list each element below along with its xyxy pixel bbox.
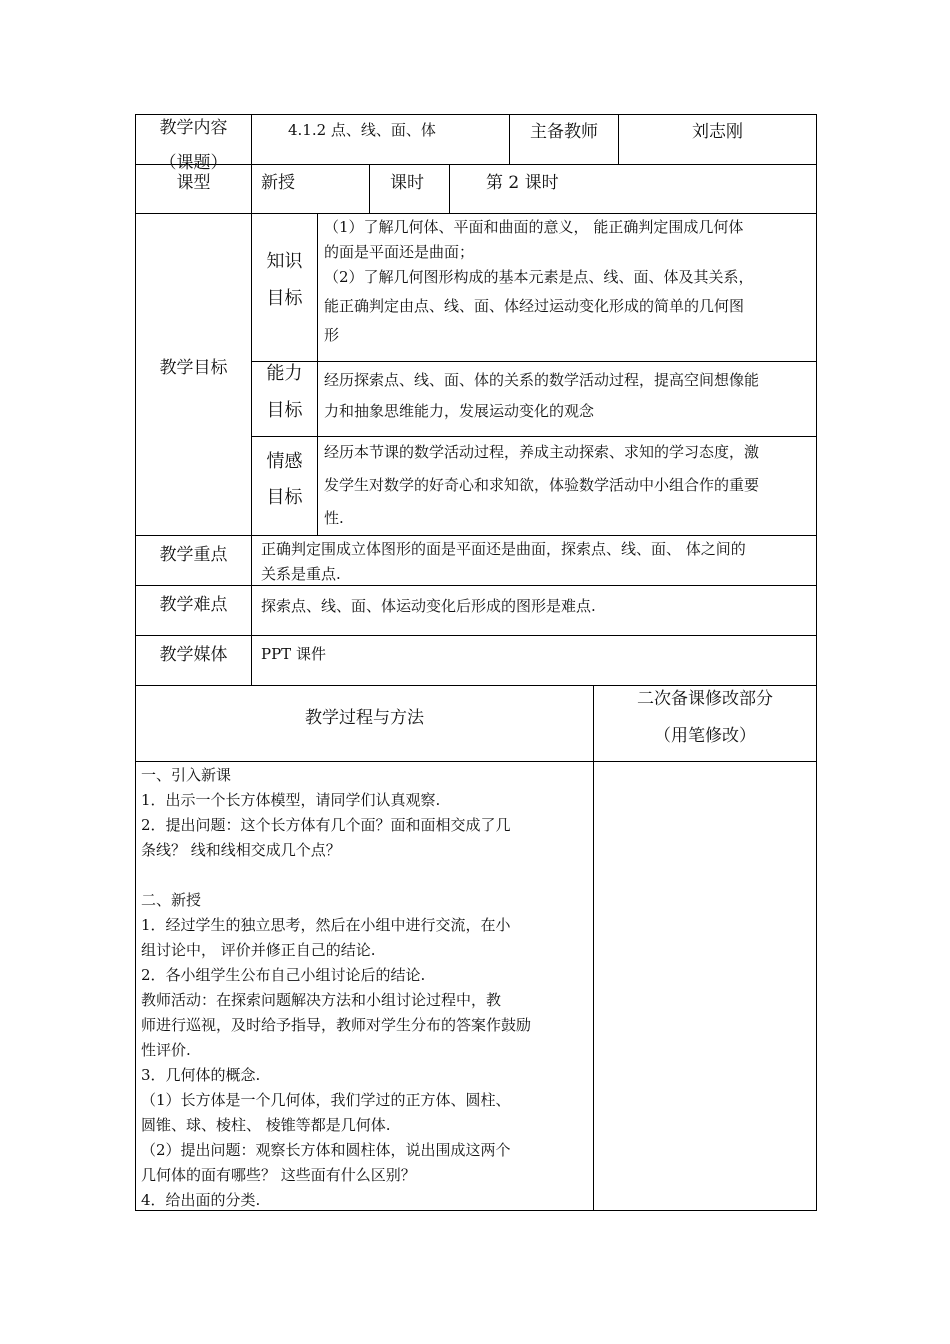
period-value: 第 2 课时 (486, 173, 559, 193)
period-label: 课时 (390, 173, 424, 193)
process-line (141, 863, 589, 888)
row-divider (251, 436, 817, 437)
media-label: 教学媒体 (159, 645, 228, 665)
emotion-label: 情感 (266, 451, 303, 472)
process-line: 师进行巡视，及时给予指导，教师对学生分布的答案作鼓励 (141, 1016, 532, 1034)
key-point-text (261, 537, 746, 587)
revision-area[interactable] (594, 762, 816, 1210)
ability-label-sub: 目标 (266, 400, 303, 421)
teacher-label: 主备教师 (530, 122, 598, 142)
key-point-label: 教学重点 (159, 545, 228, 565)
table-border-right (816, 114, 817, 1211)
column-divider (449, 164, 450, 214)
knowledge-label: 知识 (266, 251, 303, 272)
revision-title: 二次备课修改部分 (637, 689, 773, 709)
emotion-text (324, 440, 759, 531)
ability-text (324, 368, 759, 424)
process-line: 1．出示一个长方体模型，请同学们认真观察. (141, 791, 441, 809)
difficulty-label: 教学难点 (159, 595, 228, 615)
table-border-top (135, 114, 817, 115)
process-line: 2．各小组学生公布自己小组讨论后的结论. (141, 966, 426, 984)
process-body (141, 763, 589, 1213)
text-line: 关系是重点. (261, 565, 341, 583)
text-line: （2）了解几何图形构成的基本元素是点、线、面、体及其关系， (324, 268, 754, 286)
text-line: 的面是平面还是曲面； (324, 243, 475, 261)
column-divider (251, 114, 252, 686)
knowledge-text (324, 215, 754, 348)
text-line: 性. (324, 509, 344, 527)
text-line: 经历本节课的数学活动过程，养成主动探索、求知的学习态度，激 (324, 443, 760, 461)
process-line: 组讨论中， 评价并修正自己的结论. (141, 941, 376, 959)
column-divider (369, 164, 370, 214)
process-line: 一、引入新课 (141, 766, 232, 784)
row-divider (135, 635, 817, 636)
revision-title-sub: （用笔修改） (654, 726, 756, 746)
process-line: 二、新授 (141, 891, 202, 909)
type-label: 课型 (176, 173, 211, 193)
process-line: 1．经过学生的独立思考，然后在小组中进行交流，在小 (141, 916, 511, 934)
difficulty-text: 探索点、线、面、体运动变化后形成的图形是难点. (261, 597, 596, 615)
text-line: 形 (324, 326, 340, 344)
text-line: 发学生对数学的好奇心和求知欲，体验数学活动中小组合作的重要 (324, 476, 760, 494)
process-line: （2）提出问题：观察长方体和圆柱体，说出围成这两个 (141, 1141, 511, 1159)
process-title: 教学过程与方法 (305, 708, 424, 728)
emotion-label-sub: 目标 (266, 487, 303, 508)
row-divider (135, 213, 817, 214)
type-value: 新授 (261, 173, 295, 193)
objectives-label: 教学目标 (159, 358, 228, 378)
text-line: 经历探索点、线、面、体的关系的数学活动过程，提高空间想像能 (324, 371, 760, 389)
content-label-sub: （课题） (159, 153, 228, 173)
process-line: 3．几何体的概念. (141, 1066, 261, 1084)
text-line: （1）了解几何体、平面和曲面的意义， 能正确判定围成几何体 (324, 218, 744, 236)
process-line: 2．提出问题：这个长方体有几个面？面和面相交成了几 (141, 816, 511, 834)
process-line: 几何体的面有哪些？ 这些面有什么区别？ (141, 1166, 416, 1184)
process-line: 4．给出面的分类. (141, 1191, 261, 1209)
column-divider (317, 213, 318, 536)
ability-label: 能力 (266, 363, 303, 384)
row-divider (251, 361, 817, 362)
process-line: （1）长方体是一个几何体，我们学过的正方体、圆柱、 (141, 1091, 511, 1109)
process-line: 教师活动：在探索问题解决方法和小组讨论过程中，教 (141, 991, 502, 1009)
process-line: 圆锥、球、棱柱、 棱锥等都是几何体. (141, 1116, 391, 1134)
lesson-title: 4.1.2 点、线、面、体 (288, 121, 436, 139)
row-divider (135, 535, 817, 536)
content-label: 教学内容 (159, 118, 228, 138)
text-line: 正确判定围成立体图形的面是平面还是曲面，探索点、线、面、 体之间的 (261, 540, 746, 558)
process-line: 性评价. (141, 1041, 191, 1059)
knowledge-label-sub: 目标 (266, 288, 303, 309)
process-line: 条线？ 线和线相交成几个点？ (141, 841, 341, 859)
text-line: 能正确判定由点、线、面、体经过运动变化形成的简单的几何图 (324, 297, 745, 315)
teacher-name: 刘志刚 (692, 122, 743, 142)
text-line: 力和抽象思维能力，发展运动变化的观念 (324, 402, 595, 420)
media-text: PPT 课件 (261, 645, 326, 663)
row-divider (135, 685, 817, 686)
